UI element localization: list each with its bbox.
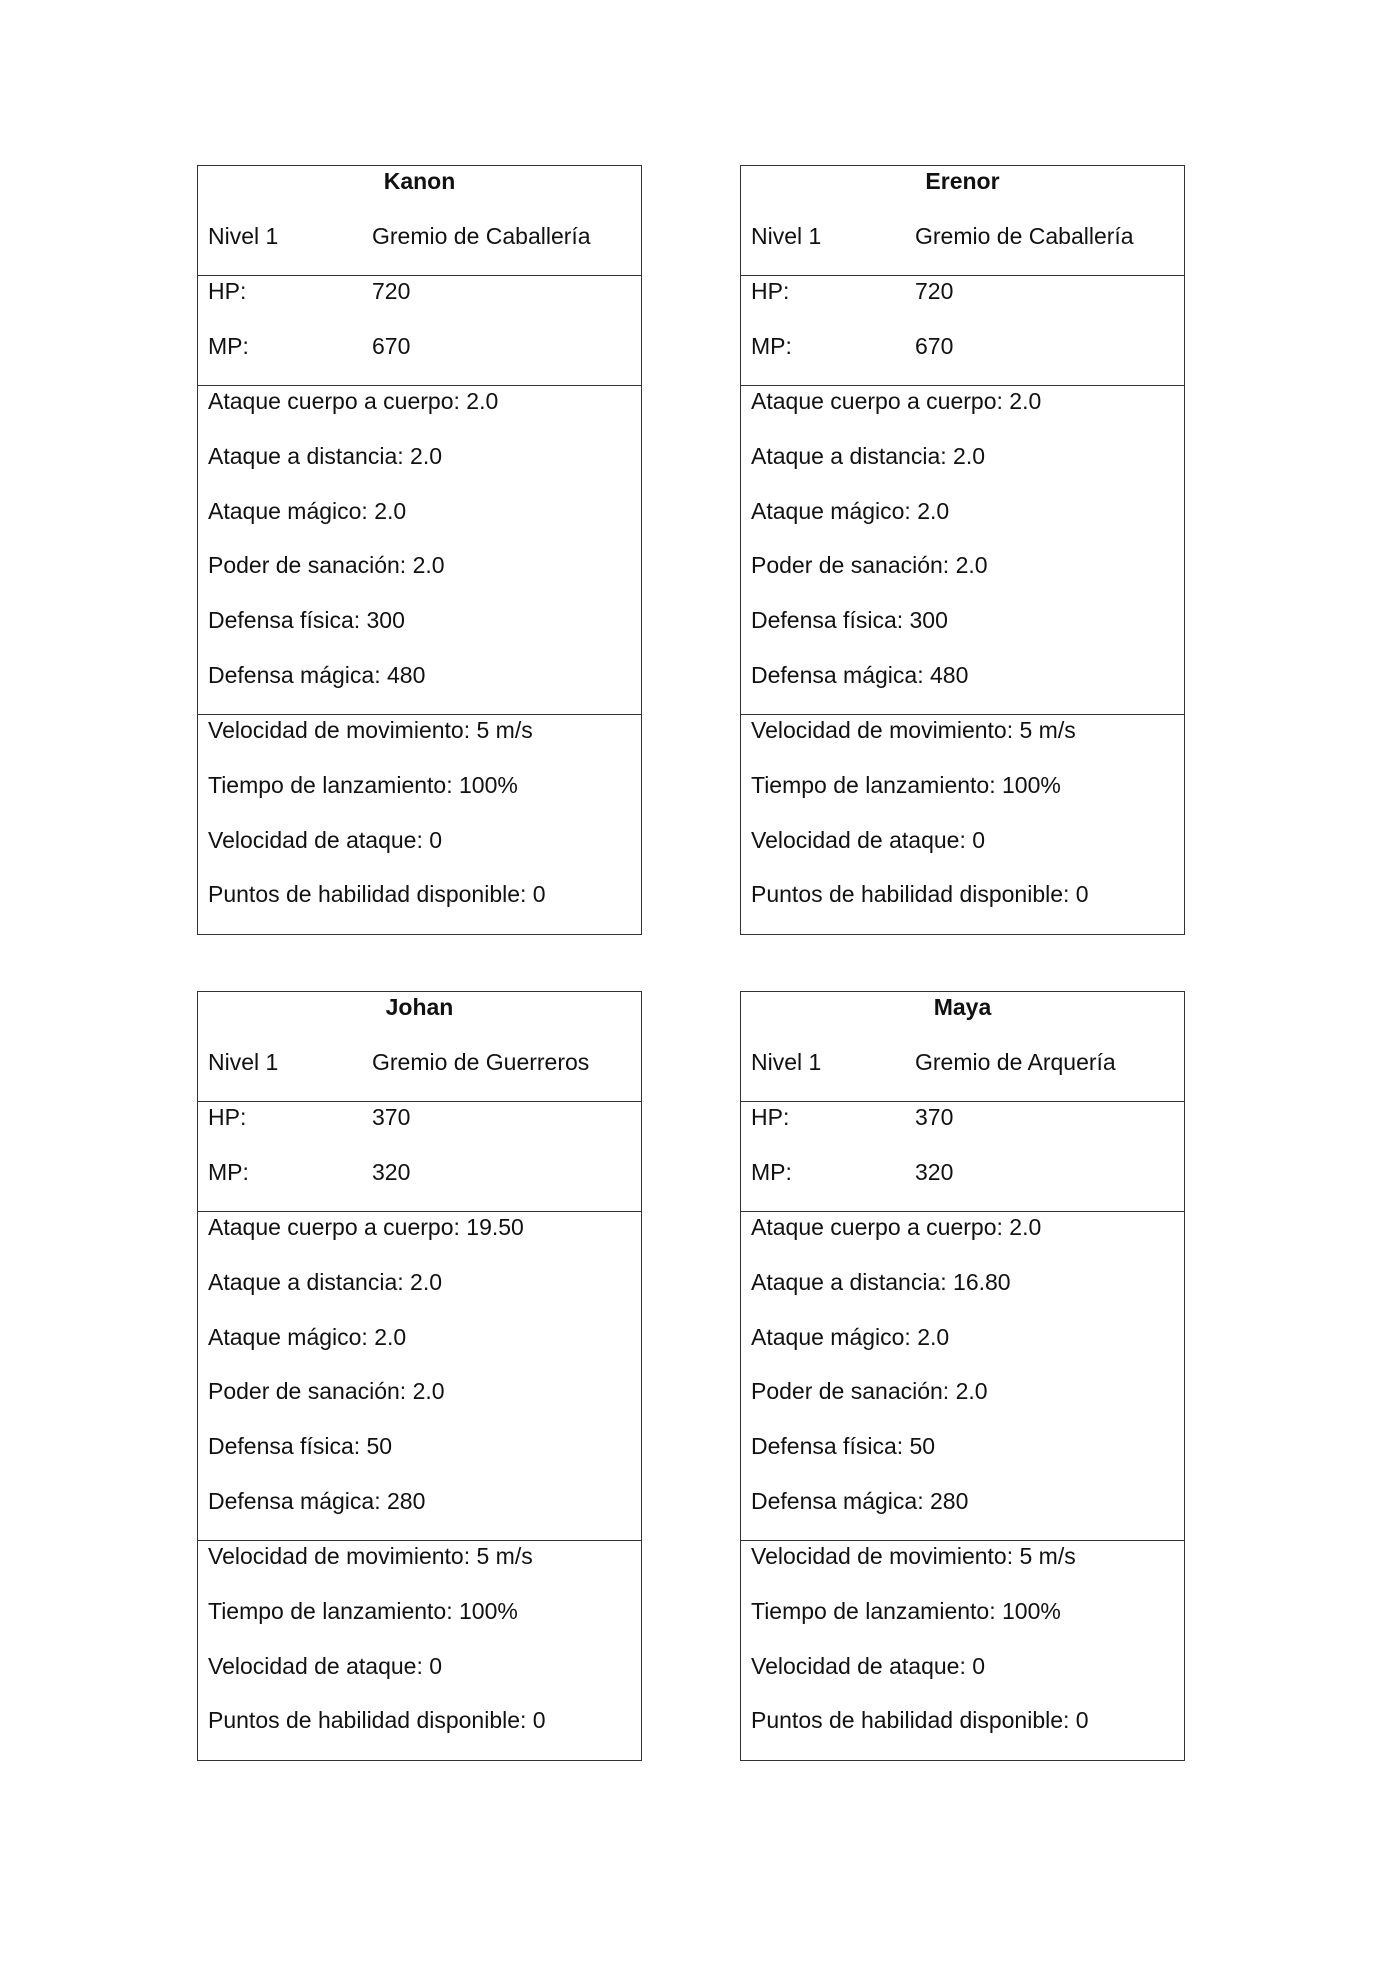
hp-value: 720 (915, 278, 954, 304)
level-label: Nivel 1 (751, 223, 822, 249)
combat-stats-section (198, 386, 641, 715)
magic-attack-stat: Ataque mágico: 2.0 (751, 1323, 950, 1350)
hp-row (208, 1102, 631, 1157)
character-name: Johan (385, 994, 454, 1020)
mp-row (208, 1157, 631, 1212)
movement-speed-stat: Velocidad de movimiento: 5 m/s (208, 717, 533, 743)
level-guild-row (751, 221, 1174, 276)
level-label: Nivel 1 (751, 1049, 822, 1075)
magic-defense-stat: Defensa mágica: 480 (751, 661, 969, 688)
attack-speed-stat: Velocidad de ataque: 0 (751, 1652, 986, 1679)
healing-power-stat: Poder de sanación: 2.0 (751, 552, 988, 579)
hp-value: 720 (372, 278, 411, 304)
mp-value: 320 (915, 1158, 954, 1185)
movement-speed-stat: Velocidad de movimiento: 5 m/s (751, 717, 1076, 743)
magic-defense-stat: Defensa mágica: 280 (208, 1487, 426, 1514)
melee-attack-stat: Ataque cuerpo a cuerpo: 2.0 (751, 1214, 1042, 1240)
hp-row (751, 1102, 1174, 1157)
card-header (198, 166, 641, 276)
magic-attack-stat: Ataque mágico: 2.0 (751, 497, 950, 524)
magic-defense-stat: Defensa mágica: 280 (751, 1487, 969, 1514)
hp-label: HP: (751, 1104, 790, 1130)
healing-power-stat: Poder de sanación: 2.0 (208, 552, 445, 579)
character-card-kanon (197, 165, 642, 935)
card-header (741, 992, 1184, 1102)
misc-stats-section (198, 1541, 641, 1760)
guild-label: Gremio de Caballería (372, 223, 591, 249)
movement-speed-stat: Velocidad de movimiento: 5 m/s (208, 1543, 533, 1569)
character-name: Maya (933, 994, 992, 1020)
physical-defense-stat: Defensa física: 50 (751, 1433, 936, 1460)
mp-label: MP: (208, 332, 249, 359)
healing-power-stat: Poder de sanación: 2.0 (208, 1378, 445, 1405)
mp-row (208, 331, 631, 386)
hp-label: HP: (751, 278, 790, 304)
hp-value: 370 (915, 1104, 954, 1130)
guild-label: Gremio de Caballería (915, 223, 1134, 249)
mp-row (751, 1157, 1174, 1212)
mp-value: 670 (915, 332, 954, 359)
level-guild-row (751, 1047, 1174, 1102)
cast-time-stat: Tiempo de lanzamiento: 100% (208, 771, 518, 798)
melee-attack-stat: Ataque cuerpo a cuerpo: 2.0 (751, 388, 1042, 414)
ranged-attack-stat: Ataque a distancia: 2.0 (751, 442, 985, 469)
combat-stats-section (741, 1212, 1184, 1541)
level-label: Nivel 1 (208, 223, 279, 249)
combat-stats-section (741, 386, 1184, 715)
ranged-attack-stat: Ataque a distancia: 2.0 (208, 1268, 442, 1295)
character-card-maya (740, 991, 1185, 1761)
mp-value: 670 (372, 332, 411, 359)
character-name: Kanon (383, 168, 456, 194)
level-label: Nivel 1 (208, 1049, 279, 1075)
mp-label: MP: (208, 1158, 249, 1185)
guild-label: Gremio de Guerreros (372, 1049, 590, 1075)
magic-attack-stat: Ataque mágico: 2.0 (208, 1323, 407, 1350)
misc-stats-section (741, 1541, 1184, 1760)
hp-row (208, 276, 631, 331)
skill-points-stat: Puntos de habilidad disponible: 0 (751, 881, 1089, 908)
physical-defense-stat: Defensa física: 50 (208, 1433, 393, 1460)
mp-value: 320 (372, 1158, 411, 1185)
combat-stats-section (198, 1212, 641, 1541)
card-header (741, 166, 1184, 276)
vitals-section (741, 276, 1184, 386)
misc-stats-section (741, 715, 1184, 934)
vitals-section (741, 1102, 1184, 1212)
card-header (198, 992, 641, 1102)
attack-speed-stat: Velocidad de ataque: 0 (751, 826, 986, 853)
cast-time-stat: Tiempo de lanzamiento: 100% (208, 1597, 518, 1624)
hp-label: HP: (208, 278, 247, 304)
skill-points-stat: Puntos de habilidad disponible: 0 (751, 1707, 1089, 1734)
vitals-section (198, 276, 641, 386)
cast-time-stat: Tiempo de lanzamiento: 100% (751, 1597, 1061, 1624)
melee-attack-stat: Ataque cuerpo a cuerpo: 19.50 (208, 1214, 524, 1240)
hp-value: 370 (372, 1104, 411, 1130)
mp-label: MP: (751, 332, 792, 359)
guild-label: Gremio de Arquería (915, 1049, 1116, 1075)
skill-points-stat: Puntos de habilidad disponible: 0 (208, 1707, 546, 1734)
magic-defense-stat: Defensa mágica: 480 (208, 661, 426, 688)
vitals-section (198, 1102, 641, 1212)
magic-attack-stat: Ataque mágico: 2.0 (208, 497, 407, 524)
ranged-attack-stat: Ataque a distancia: 16.80 (751, 1268, 1011, 1295)
cast-time-stat: Tiempo de lanzamiento: 100% (751, 771, 1061, 798)
hp-label: HP: (208, 1104, 247, 1130)
melee-attack-stat: Ataque cuerpo a cuerpo: 2.0 (208, 388, 499, 414)
character-card-erenor (740, 165, 1185, 935)
physical-defense-stat: Defensa física: 300 (751, 607, 948, 634)
mp-label: MP: (751, 1158, 792, 1185)
physical-defense-stat: Defensa física: 300 (208, 607, 405, 634)
character-card-johan (197, 991, 642, 1761)
healing-power-stat: Poder de sanación: 2.0 (751, 1378, 988, 1405)
misc-stats-section (198, 715, 641, 934)
ranged-attack-stat: Ataque a distancia: 2.0 (208, 442, 442, 469)
level-guild-row (208, 221, 631, 276)
mp-row (751, 331, 1174, 386)
attack-speed-stat: Velocidad de ataque: 0 (208, 1652, 443, 1679)
movement-speed-stat: Velocidad de movimiento: 5 m/s (751, 1543, 1076, 1569)
hp-row (751, 276, 1174, 331)
level-guild-row (208, 1047, 631, 1102)
character-name: Erenor (925, 168, 1000, 194)
skill-points-stat: Puntos de habilidad disponible: 0 (208, 881, 546, 908)
attack-speed-stat: Velocidad de ataque: 0 (208, 826, 443, 853)
